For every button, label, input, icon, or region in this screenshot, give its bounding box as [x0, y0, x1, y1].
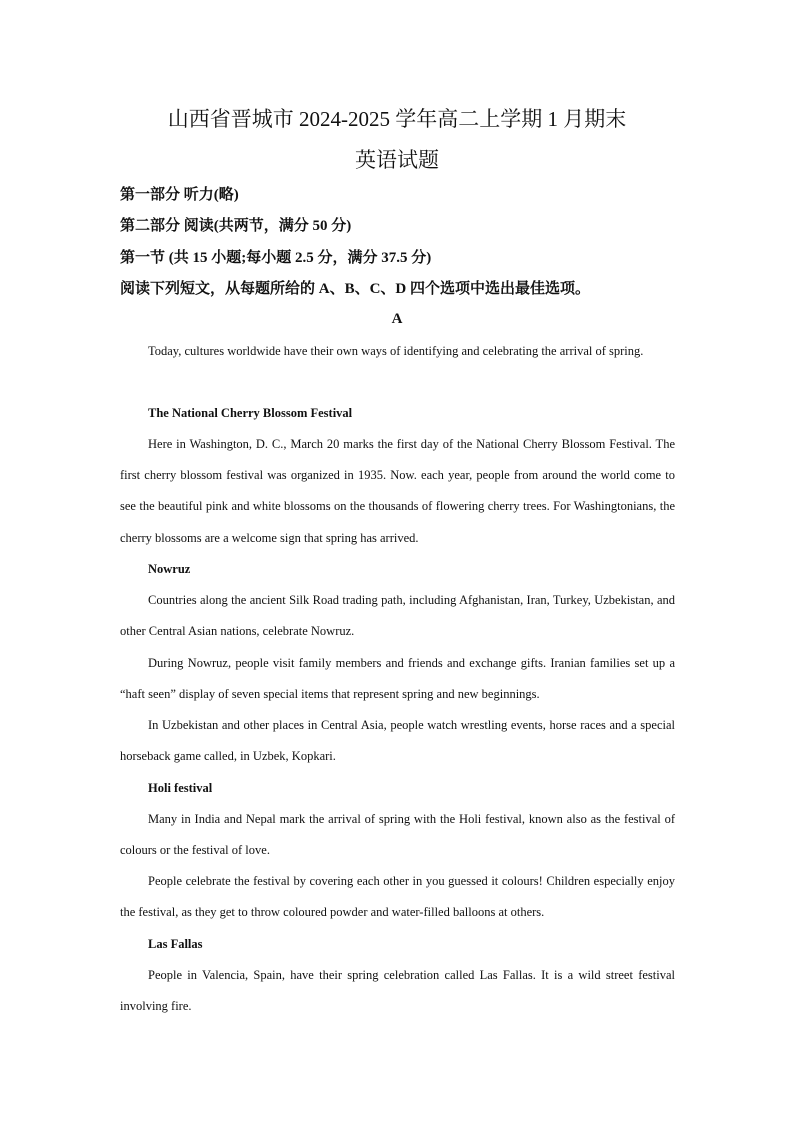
instruction-text: 阅读下列短文，从每题所给的 A、B、C、D 四个选项中选出最佳选项。	[120, 281, 591, 297]
paragraph-nowruz-3: In Uzbekistan and other places in Central Asia, people watch wrestling events, horse races and a special horseback game called, in Uzbek, Kopkari.	[120, 718, 675, 764]
section-heading-nowruz: Nowruz	[148, 562, 191, 576]
paragraph-nowruz-1: Countries along the ancient Silk Road trading path, including Afghanistan, Iran, Turkey, Uzbekistan, and other Central Asian nations, celebrate Nowruz.	[120, 593, 675, 639]
part1-heading: 第一部分 听力(略)	[120, 187, 239, 203]
paragraph-las-fallas: People in Valencia, Spain, have their spring celebration called Las Fallas. It is a wild street festival involving fire.	[120, 968, 675, 1014]
paragraph-nowruz-2: During Nowruz, people visit family members and friends and exchange gifts. Iranian families set up a “haft seen” display of seven special items that represent spring and new beginnings.	[120, 656, 675, 702]
document-subtitle: 英语试题	[355, 148, 439, 172]
part2-heading: 第二部分 阅读(共两节，满分 50 分)	[120, 218, 352, 234]
section-heading-holi: Holi festival	[148, 781, 213, 795]
paragraph-holi-1: Many in India and Nepal mark the arrival of spring with the Holi festival, known also as the festival of colours or the festival of love.	[120, 812, 675, 858]
paragraph-holi-2: People celebrate the festival by covering each other in you guessed it colours! Children especially enjoy the festival, as they get to throw coloured powder and water-filled balloons at others.	[120, 874, 675, 920]
paragraph-cherry: Here in Washington, D. C., March 20 marks the first day of the National Cherry Blossom Festival. The first cherry blossom festival was organized in 1935. Now. each year, people from around the world come to see the beautiful pink and white blossoms on the thousands of flowering cherry trees. For Washingtonians, the cherry blossoms are a welcome sign that spring has arrived.	[120, 437, 675, 545]
passage-label: A	[391, 311, 403, 327]
document-title: 山西省晋城市 2024-2025 学年高二上学期 1 月期末	[167, 107, 627, 131]
passage-intro: Today, cultures worldwide have their own ways of identifying and celebrating the arrival of spring.	[148, 344, 644, 358]
section1-heading: 第一节 (共 15 小题;每小题 2.5 分，满分 37.5 分)	[120, 250, 432, 266]
section-heading-cherry: The National Cherry Blossom Festival	[148, 406, 353, 420]
section-heading-las-fallas: Las Fallas	[148, 937, 203, 951]
